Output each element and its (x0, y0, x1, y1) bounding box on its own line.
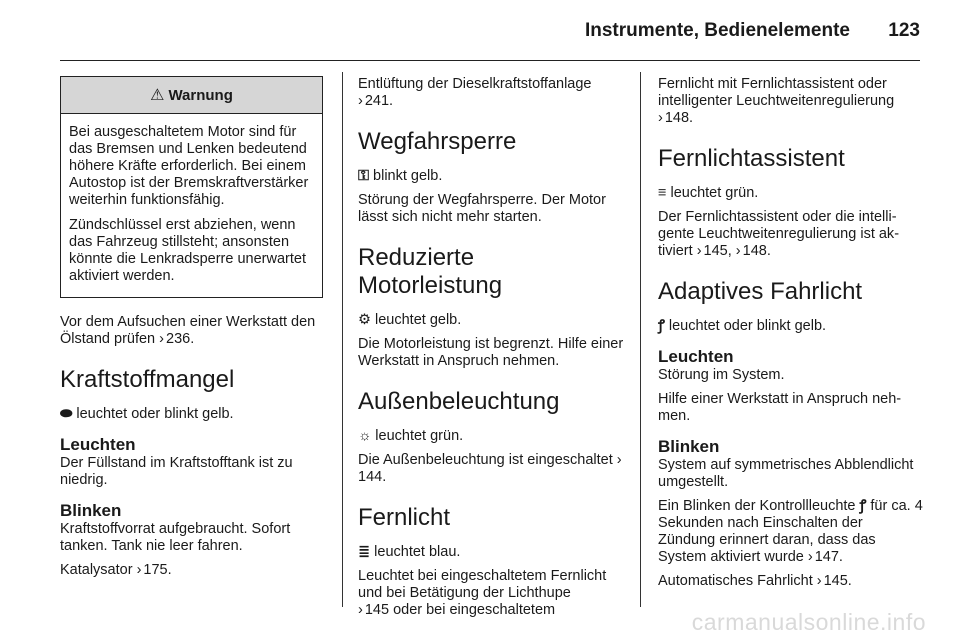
assist-status-line (658, 185, 924, 202)
intro-paragraph (358, 76, 624, 110)
page-ref-link[interactable]: 145, (703, 243, 732, 259)
page-ref-arrow-icon: › (807, 549, 813, 565)
page-ref-link[interactable]: 241. (364, 93, 394, 109)
wegfahr-status-line (358, 168, 624, 185)
heading-kraftstoffmangel: Kraftstoffmangel (60, 366, 235, 393)
column-2 (358, 76, 624, 626)
page-ref-arrow-icon: › (616, 452, 622, 468)
subheading-blinken: Blinken (658, 437, 720, 456)
subheading-blinken: Blinken (60, 501, 122, 520)
warning-triangle-icon: ⚠ (150, 86, 165, 104)
adaptive-light-icon: ꝭ (658, 318, 665, 334)
heading-reduzierte-motorleistung: Reduzierte Motorleistung (358, 244, 503, 299)
heading-fernlichtassistent: Fernlichtassistent (658, 145, 845, 172)
aussen-status-line (358, 428, 624, 445)
high-beam-icon: ≣ (358, 544, 371, 560)
fern-status-text: leuchtet blau. (374, 544, 461, 560)
leuchten-text-2: Hilfe einer Werkstatt in Anspruch nehmen. (658, 391, 902, 424)
page-ref-link[interactable]: 147. (814, 549, 843, 565)
watermark: carmanualsonline.info (691, 609, 926, 635)
page-title: Instrumente, Bedienelemente (584, 20, 850, 41)
fuel-status-line (60, 406, 323, 423)
adapt-status-text: leuchtet oder blinkt gelb. (668, 318, 827, 334)
assist-status-text: leuchtet grün. (670, 185, 759, 201)
motor-status-line (358, 312, 624, 329)
page-ref-arrow-icon: › (816, 573, 822, 589)
page-ref-arrow-icon: › (358, 602, 363, 618)
column-divider-2 (640, 72, 641, 607)
fuel-warning-icon: ⬬ (60, 406, 73, 422)
page-ref-arrow-icon: › (735, 243, 741, 259)
fuel-status-text: leuchtet oder blinkt gelb. (76, 406, 234, 422)
page-ref-link[interactable]: 148. (742, 243, 771, 259)
fern-paragraph (358, 568, 624, 619)
engine-power-icon: ⚙ (358, 312, 371, 328)
page-ref-link[interactable]: 236. (166, 331, 195, 347)
warning-header (61, 77, 322, 114)
blinken-text: Kraftstoffvorrat aufgebraucht. Sofort tanken. Tank nie leer fahren. (60, 521, 291, 554)
warning-title: Warnung (168, 86, 233, 104)
blinken-text: System auf symmetrisches Abblendlicht umgestellt. (658, 457, 914, 490)
aussen-text: Die Außenbeleuchtung ist eingeschaltet (358, 452, 613, 468)
heading-adaptives-fahrlicht: Adaptives Fahrlicht (658, 278, 863, 305)
column-divider-1 (342, 72, 343, 607)
immobilizer-icon: ⚿ (358, 168, 370, 184)
werkstatt-paragraph (60, 314, 323, 348)
werkstatt-text: Vor dem Aufsuchen einer Werkstatt den Ölstand prüfen (60, 314, 316, 347)
page-ref-arrow-icon: › (358, 93, 363, 109)
heading-wegfahrsperre: Wegfahrsperre (358, 128, 517, 155)
katalysator-line (60, 562, 323, 579)
blinken-text-2b: für ca. 4 Sekunden nach Einschalten der Zündung erinnert daran, dass das System aktiviert wurde (658, 498, 923, 565)
katalysator-text: Katalysator (60, 562, 133, 578)
leuchten-text: Der Füllstand im Kraftstofftank ist zu niedrig. (60, 455, 293, 488)
heading-fernlicht: Fernlicht (358, 504, 451, 531)
wegfahr-text: Störung der Wegfahrsperre. Der Motor lässt sich nicht mehr starten. (358, 192, 606, 225)
wegfahr-status-text: blinkt gelb. (373, 168, 443, 184)
header-rule (60, 60, 920, 61)
fern-status-line (358, 544, 624, 561)
adapt-status-line (658, 318, 924, 335)
page-ref-arrow-icon: › (159, 331, 164, 347)
page-ref-link[interactable]: 145 oder bei eingeschaltetem (364, 602, 556, 618)
warning-box (60, 76, 323, 298)
auto-text: Automatisches Fahrlicht (658, 573, 813, 589)
page-ref-arrow-icon: › (658, 110, 663, 126)
blinken-text-2a: Ein Blinken der Kontrollleuchte (658, 498, 856, 514)
intro-text: Entlüftung der Dieselkraftstoffanlage (358, 76, 592, 92)
page-ref-link[interactable]: 145. (823, 573, 852, 589)
aussen-status-text: leuchtet grün. (375, 428, 464, 444)
page-ref-arrow-icon: › (136, 562, 142, 578)
warning-body (61, 114, 322, 297)
column-3 (658, 76, 924, 597)
motor-text: Die Motorleistung ist begrenzt. Hilfe einer Werkstatt in Anspruch nehmen. (358, 336, 624, 369)
page-ref-link[interactable]: 144. (358, 469, 387, 485)
page-header (60, 18, 920, 48)
heading-aussenbeleuchtung: Außenbeleuchtung (358, 388, 560, 415)
assist-paragraph (658, 209, 924, 260)
leuchten-text: Störung im System. (658, 367, 785, 383)
assist-text: Der Fernlichtassistent oder die intelligente Leuchtweitenregulierung ist aktiviert (658, 209, 900, 259)
intro-text: Fernlicht mit Fernlichtassistent oder intelligenter Leuchtweitenregulierung (658, 76, 895, 109)
motor-status-text: leuchtet gelb. (375, 312, 462, 328)
subheading-leuchten: Leuchten (658, 347, 734, 366)
page-ref-link[interactable]: 175. (143, 562, 172, 578)
exterior-light-icon: ☼ (358, 428, 372, 444)
page-ref-arrow-icon: › (696, 243, 702, 259)
high-beam-assist-icon: ≡ (658, 185, 667, 201)
page-number: 123 (888, 20, 920, 41)
warning-paragraph-1: Bei ausgeschaltetem Motor sind für das Bremsen und Lenken bedeutend höhere Kräfte erforderlich. Bei einem Autostop ist der Bremskraftverstärker weiterhin funktionsfähig. (69, 124, 309, 208)
column-1 (60, 76, 323, 586)
blinken-paragraph-2 (658, 498, 924, 566)
page-ref-link[interactable]: 148. (664, 110, 694, 126)
fern-text: Leuchtet bei eingeschaltetem Fernlicht und bei Betätigung der Lichthupe (358, 568, 607, 601)
auto-line (658, 573, 924, 590)
aussen-paragraph (358, 452, 624, 486)
warning-paragraph-2: Zündschlüssel erst abziehen, wenn das Fahrzeug stillsteht; ansonsten könnte die Lenkradsperre unerwartet aktiviert werden. (69, 217, 306, 284)
intro-paragraph (658, 76, 924, 127)
subheading-leuchten: Leuchten (60, 435, 136, 454)
adaptive-light-icon: ꝭ (859, 498, 867, 514)
